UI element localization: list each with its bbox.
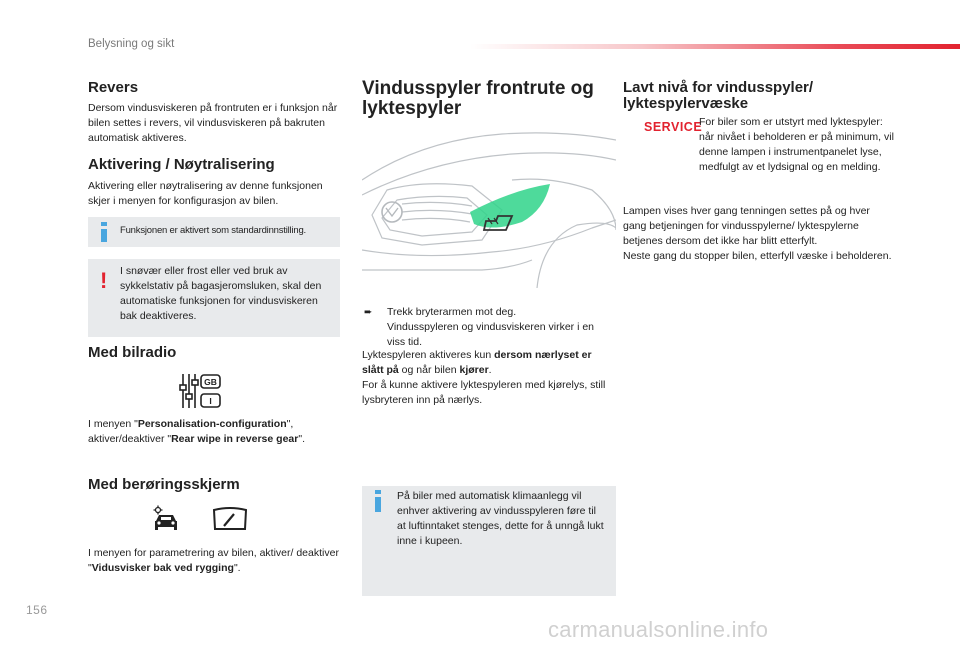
climate-note-text: På biler med automatisk klimaanlegg vil enhver aktivering av vindusspyleren føre til at luftinntaket stenges, dette for å unngå lukt inne i kupeen. [397, 490, 604, 547]
warning-note [88, 259, 340, 337]
aktivering-text: Aktivering eller nøytralisering av denne funksjonen skjer i menyen for konfigurasjon av bilen. [88, 180, 323, 207]
info-note-text: Funksjonen er aktivert som standardinnstilling. [120, 225, 306, 236]
info-icon [375, 497, 381, 512]
lampen-text: Lampen vises hver gang tenningen settes på og hver gang betjeningen for vindusspylerne/ lyktespylerne betjenes dersom det ikke har blitt etterfylt. Neste gang du stopper bilen, etterfyll væske i beholderen. [623, 205, 892, 262]
icon-label-i: I [209, 396, 212, 406]
watermark: carmanualsonline.info [548, 617, 769, 642]
option-name: Rear wipe in reverse gear [171, 433, 299, 445]
heading-revers: Revers [88, 79, 139, 96]
car-settings-icon [150, 505, 184, 535]
revers-text: Dersom vindusviskeren på frontruten er i funksjon når bilen settes i revers, vil vindusviskeren på bakruten automatisk aktiveres. [88, 102, 338, 144]
heading-aktivering: Aktivering / Nøytralisering [88, 156, 275, 173]
icon-label-gb: GB [204, 377, 217, 387]
bilradio-text: I menyen "Personalisation-configuration", aktiver/deaktiver "Rear wipe in reverse gear". [88, 418, 305, 445]
warning-note-text: I snøvær eller frost eller ved bruk av sykkelstativ på bagasjeromsluken, skal den automatiske funksjonen for vindusviskeren bak deaktiveres. [120, 265, 322, 322]
info-note-default [88, 217, 340, 247]
header-accent-bar [470, 44, 960, 49]
beroring-text: I menyen for parametrering av bilen, aktiver/ deaktiver "Vidusvisker bak ved rygging". [88, 547, 339, 574]
radio-settings-icon [178, 372, 222, 410]
info-note-climate [362, 486, 616, 596]
lyktespyler-text: Lyktespyleren aktiveres kun dersom nærlyset er slått på og når bilen kjører. For å kunne aktivere lyktespyleren med kjørelys, still lysbryteren inn på nærlys. [362, 349, 606, 406]
rear-wiper-icon [212, 507, 248, 531]
service-text: For biler som er utstyrt med lyktespyler: når nivået i beholderen er på minimum, vil denne lampen i instrumentpanelet lyse, medfulgt av et lydsignal og en melding. [699, 116, 894, 173]
option-name-touch: Vidusvisker bak ved rygging [91, 562, 234, 574]
heading-beroringsskjerm: Med berøringsskjerm [88, 476, 240, 493]
heading-bilradio: Med bilradio [88, 344, 177, 361]
instruction-bullet [362, 305, 614, 350]
bullet-arrow-icon: ➨ [364, 307, 373, 318]
service-warning-light: SERVICE [644, 120, 703, 134]
heading-lavt-niva: Lavt nivå for vindusspyler/ lyktespylervæske [623, 79, 814, 112]
running-header: Belysning og sikt [88, 38, 175, 50]
info-icon [101, 229, 107, 242]
warning-icon: ! [100, 268, 108, 293]
bullet-text: Trekk bryterarmen mot deg. [387, 306, 517, 318]
car-front-illustration [362, 120, 616, 288]
heading-vindusspyler: Vindusspyler frontrute og lyktespyler [362, 78, 594, 119]
page-number: 156 [26, 603, 48, 617]
menu-name: Personalisation-configuration [137, 418, 287, 430]
bullet-continuation: Vindusspyleren og vindusviskeren virker i en viss tid. [387, 321, 594, 348]
